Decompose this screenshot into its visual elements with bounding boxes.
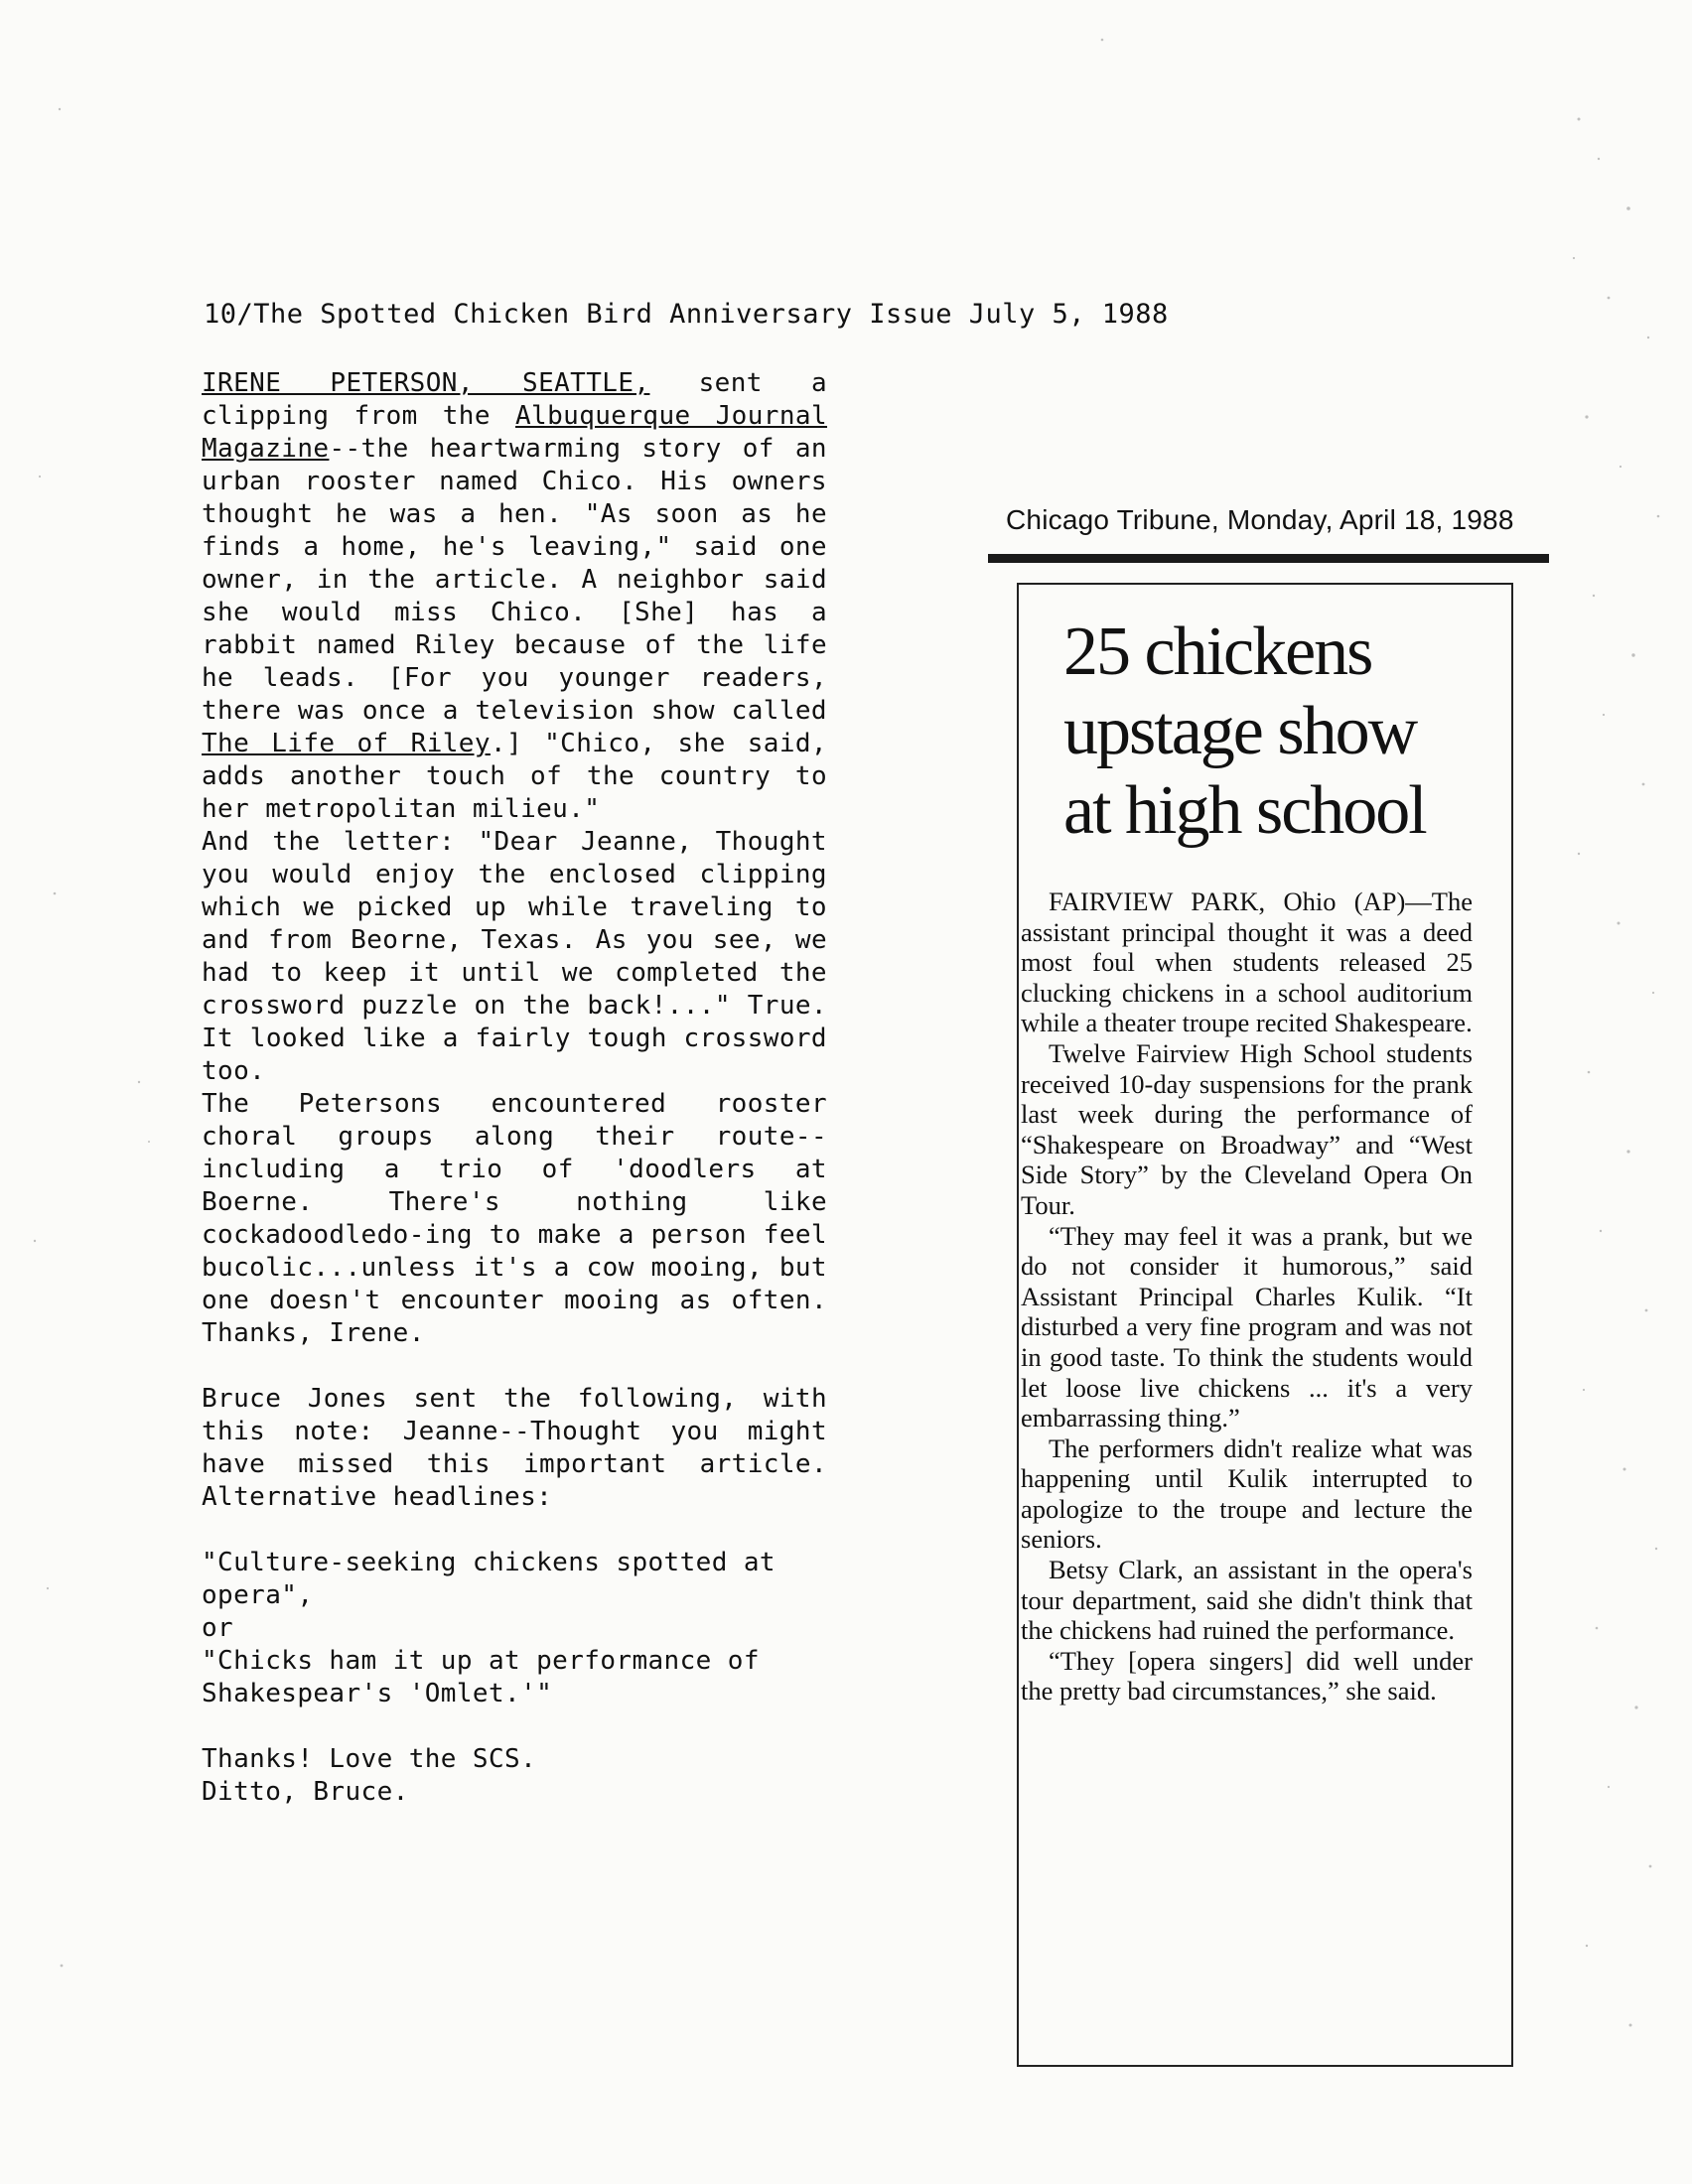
alt-headline-1: "Culture-seeking chickens spotted at opera",	[202, 1548, 776, 1610]
thanks-line: Thanks! Love the SCS.	[202, 1744, 537, 1774]
show-title: The Life of Riley	[202, 729, 491, 758]
headline-line: 25 chickens	[1063, 614, 1372, 690]
clipping-paragraph: Betsy Clark, an assistant in the opera's tour department, said she didn't think that the chickens had ruined the performance.	[1021, 1555, 1473, 1646]
clipping-paragraph: The performers didn't realize what was happening until Kulik interrupted to apologize to the troupe and lecture the seniors.	[1021, 1433, 1473, 1555]
publication-title: Albuquerque Journal Magazine	[202, 401, 828, 464]
dateline-rule	[988, 554, 1549, 563]
alt-headline-2: "Chicks ham it up at performance of Shakespear's 'Omlet.'"	[202, 1646, 760, 1708]
peterson-paragraph	[202, 367, 827, 826]
clipping-paragraph: “They may feel it was a prank, but we do not consider it humorous,” said Assistant Principal Charles Kulik. “It disturbed a very fine program and was not in good taste. To think the students would let loose live chickens ... it's a very embarrassing thing.”	[1021, 1220, 1473, 1433]
issue-header: 10/The Spotted Chicken Bird Anniversary Issue July 5, 1988	[204, 299, 1169, 330]
newspaper-dateline: Chicago Tribune, Monday, April 18, 1988	[1006, 504, 1514, 535]
paragraph-text: .] "Chico, she said, adds another touch of the country to her metropolitan milieu."	[202, 729, 827, 824]
clipping-body	[1021, 887, 1473, 1706]
paragraph-text: sent a clipping from the	[202, 368, 827, 431]
clipping-paragraph: FAIRVIEW PARK, Ohio (AP)—The assistant principal thought it was a deed most foul when students released 25 clucking chickens in a school auditorium while a theater troupe recited Shakespeare.	[1021, 887, 1473, 1038]
sender-name: IRENE PETERSON, SEATTLE,	[202, 368, 650, 398]
bruce-paragraph: Bruce Jones sent the following, with this note: Jeanne--Thought you might have missed this important article. Alternative headlines:	[202, 1384, 827, 1512]
clipping-paragraph: “They [opera singers] did well under the pretty bad circumstances,” she said.	[1021, 1645, 1473, 1706]
clipping-paragraph: Twelve Fairview High School students received 10-day suspensions for the prank last week during the performance of “Shakespeare on Broadway” and “West Side Story” by the Cleveland Opera On Tour.	[1021, 1037, 1473, 1220]
letter-paragraph: And the letter: "Dear Jeanne, Thought you would enjoy the enclosed clipping which we picked up while traveling to and from Beorne, Texas. As you see, we had to keep it until we completed the crossword puzzle on the back!..." True. It looked like a fairly tough crossword too.	[202, 827, 827, 1086]
headline-line: at high school	[1063, 772, 1426, 849]
clipping-headline	[1063, 613, 1490, 851]
headline-line: upstage show	[1063, 693, 1417, 769]
signoff-line: Ditto, Bruce.	[202, 1777, 409, 1807]
paragraph-text: --the heartwarming story of an urban rooster named Chico. His owners thought he was a hen. "As soon as he finds a home, he's leaving," said one owner, in the article. A neighbor said she would miss Chico. [She] has a rabbit named Riley because of the life he leads. [For you younger readers, there was once a television show called	[202, 434, 827, 726]
alt-headline-or: or	[202, 1613, 234, 1643]
rooster-paragraph: The Petersons encountered rooster choral groups along their route--including a trio of 'doodlers at Boerne. There's nothing like cockadoodledo-ing to make a person feel bucolic...unless it's a cow mooing, but one doesn't encounter mooing as often. Thanks, Irene.	[202, 1089, 827, 1348]
letters-column	[202, 367, 827, 1809]
